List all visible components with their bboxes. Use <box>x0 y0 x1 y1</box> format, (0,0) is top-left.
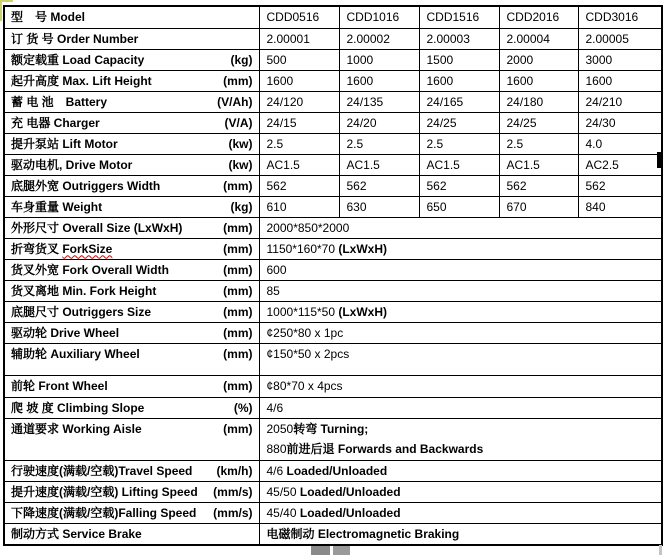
row-label <box>4 70 259 91</box>
row-label-flex <box>11 482 253 502</box>
spec-value-cell: 2.00001 <box>259 28 339 49</box>
spec-merged-cell <box>259 217 662 238</box>
row-label-main: 起升高度 Max. Lift Height <box>11 73 152 88</box>
row-label <box>4 112 259 133</box>
value-segment: 4/6 <box>266 400 284 415</box>
row-label-main: 制动方式 Service Brake <box>11 526 142 541</box>
spec-value-cell: 24/180 <box>499 91 578 112</box>
row-label <box>4 481 259 502</box>
spec-value-cell: 2.00004 <box>499 28 578 49</box>
row-unit: (mm/s) <box>213 484 253 499</box>
spec-value-cell: CDD1516 <box>419 6 499 28</box>
row-label-text <box>11 176 160 196</box>
spec-value-cell: CDD3016 <box>578 6 662 28</box>
table-row <box>4 460 662 481</box>
row-unit: (mm) <box>223 378 253 393</box>
row-label-main: 底腿尺寸 Outriggers Size <box>11 304 152 319</box>
row-label-main: 行驶速度(满载/空载)Travel Speed <box>11 463 193 478</box>
row-label-text <box>11 419 142 439</box>
row-label-text <box>11 134 118 154</box>
spec-value-cell: 24/120 <box>259 91 339 112</box>
row-label-flex <box>11 302 253 322</box>
spec-merged-cell <box>259 301 662 322</box>
spec-merged-cell <box>259 322 662 343</box>
row-label-text <box>11 113 100 133</box>
value-line <box>267 302 662 322</box>
spec-merged-cell <box>259 523 662 545</box>
row-label-text <box>11 398 144 418</box>
row-unit: (mm) <box>223 241 253 256</box>
row-label <box>4 397 259 418</box>
row-label-text <box>11 323 119 343</box>
row-unit: (kw) <box>228 136 253 151</box>
row-label-flex <box>11 197 253 217</box>
row-unit: (%) <box>233 400 253 415</box>
table-row <box>4 322 662 343</box>
table-row <box>4 301 662 322</box>
spec-merged-cell <box>259 418 662 460</box>
value-segment: ¢250*80 x 1pc <box>266 325 344 340</box>
row-label-flex <box>11 7 253 27</box>
row-label-flex <box>11 503 253 523</box>
table-row <box>4 49 662 70</box>
table-row <box>4 481 662 502</box>
row-unit: (mm) <box>223 325 253 340</box>
spec-value-cell: AC1.5 <box>419 154 499 175</box>
spec-value-cell: 1600 <box>259 70 339 91</box>
value-segment: 4/6 <box>266 463 287 478</box>
row-label <box>4 238 259 259</box>
row-label <box>4 175 259 196</box>
spec-merged-cell <box>259 238 662 259</box>
row-label <box>4 322 259 343</box>
row-label-text <box>11 503 196 523</box>
row-label <box>4 91 259 112</box>
table-row <box>4 112 662 133</box>
table-row <box>4 418 662 460</box>
row-label-flex <box>11 113 253 133</box>
row-label-text <box>11 92 107 112</box>
row-label-flex <box>11 155 253 175</box>
row-label-flex <box>11 29 253 49</box>
row-label-main: 型 号 Model <box>11 10 85 24</box>
value-segment: 2000*850*2000 <box>266 220 350 235</box>
spec-merged-cell <box>259 460 662 481</box>
spec-value-cell: 562 <box>339 175 419 196</box>
value-line <box>267 260 662 280</box>
row-label-text <box>11 302 151 322</box>
spec-value-cell: 562 <box>419 175 499 196</box>
row-label-main: 驱动轮 Drive Wheel <box>11 325 120 340</box>
value-segment: ¢150*50 x 2pcs <box>266 346 350 361</box>
spec-value-cell: 562 <box>259 175 339 196</box>
row-label-flex <box>11 218 253 238</box>
value-segment: 1000*115*50 <box>266 304 339 319</box>
row-label <box>4 6 259 28</box>
row-unit: (mm) <box>223 346 253 361</box>
row-unit: (mm) <box>223 421 253 436</box>
value-line <box>267 281 662 301</box>
row-label-flex <box>11 344 253 364</box>
row-label-main: 外形尺寸 Overall Size (LxWxH) <box>11 220 183 235</box>
spec-value-cell: 2000 <box>499 49 578 70</box>
spec-value-cell: 24/135 <box>339 91 419 112</box>
spec-value-cell: 2.5 <box>259 133 339 154</box>
row-label-text <box>11 281 156 301</box>
value-line <box>267 398 662 418</box>
row-label-main: 通道要求 Working Aisle <box>11 421 142 436</box>
row-label-flex <box>11 281 253 301</box>
row-label <box>4 502 259 523</box>
table-row <box>4 6 662 28</box>
spec-value-cell: 1600 <box>578 70 662 91</box>
value-line <box>267 503 662 523</box>
spec-merged-cell <box>259 375 662 397</box>
row-label-text <box>11 376 108 396</box>
row-label-main: 底腿外宽 Outriggers Width <box>11 178 161 193</box>
spec-value-cell: 2.5 <box>499 133 578 154</box>
spec-value-cell: AC1.5 <box>339 154 419 175</box>
table-row <box>4 343 662 375</box>
row-unit: (V/Ah) <box>217 94 253 109</box>
spec-value-cell: 24/20 <box>339 112 419 133</box>
row-label-main: 订 货 号 Order Number <box>11 31 139 46</box>
spec-value-cell: 630 <box>339 196 419 217</box>
spec-value-cell: 2.00005 <box>578 28 662 49</box>
row-label-flex <box>11 524 253 544</box>
spec-merged-cell <box>259 481 662 502</box>
ui-fragment <box>659 545 662 555</box>
value-line <box>267 323 662 343</box>
value-line <box>267 461 662 481</box>
table-row <box>4 91 662 112</box>
value-segment: Loaded/Unloaded <box>286 463 388 478</box>
row-label-main: 提升速度(满载/空载) Lifting Speed <box>11 484 198 499</box>
value-segment: (LxWxH) <box>338 304 388 319</box>
row-unit: (kw) <box>228 157 253 172</box>
spec-value-cell: AC1.5 <box>499 154 578 175</box>
value-line <box>267 439 662 459</box>
row-label-text <box>11 218 182 238</box>
value-segment: 85 <box>266 283 280 298</box>
row-label-text <box>11 197 102 217</box>
row-label <box>4 375 259 397</box>
row-label-main: 充 电器 Charger <box>11 115 100 130</box>
row-unit: (kg) <box>230 199 253 214</box>
ui-fragment <box>311 546 330 555</box>
value-line <box>267 482 662 502</box>
row-label-flex <box>11 71 253 91</box>
row-label <box>4 196 259 217</box>
row-label-text <box>11 482 198 502</box>
spec-value-cell: 1600 <box>499 70 578 91</box>
spec-value-cell: 562 <box>499 175 578 196</box>
spec-value-cell: 1000 <box>339 49 419 70</box>
value-segment: 电磁制动 Electromagnetic Braking <box>266 526 460 541</box>
row-label-flex <box>11 134 253 154</box>
row-label <box>4 259 259 280</box>
row-label-text <box>11 344 140 364</box>
spec-value-cell: 24/25 <box>419 112 499 133</box>
row-label-main: 下降速度(满载/空载)Falling Speed <box>11 505 197 520</box>
spec-value-cell: 1600 <box>419 70 499 91</box>
row-label-flex <box>11 239 253 259</box>
row-label <box>4 460 259 481</box>
row-label-flex <box>11 398 253 418</box>
table-row <box>4 259 662 280</box>
value-segment: 前进后退 Forwards and Backwards <box>286 441 484 456</box>
row-label <box>4 343 259 375</box>
spec-table <box>3 5 663 546</box>
spec-value-cell: 1500 <box>419 49 499 70</box>
row-label-flex <box>11 176 253 196</box>
table-resize-handle[interactable] <box>657 152 663 168</box>
table-row <box>4 175 662 196</box>
table-row <box>4 523 662 545</box>
row-label-main: 货叉外宽 Fork Overall Width <box>11 262 169 277</box>
table-row <box>4 238 662 259</box>
row-label <box>4 301 259 322</box>
row-label-main: 折弯货叉 <box>11 241 63 256</box>
value-segment: 600 <box>266 262 287 277</box>
value-line <box>267 239 662 259</box>
row-label-main: 额定载重 Load Capacity <box>11 52 145 67</box>
row-label <box>4 49 259 70</box>
table-row <box>4 375 662 397</box>
spec-value-cell: CDD1016 <box>339 6 419 28</box>
row-unit: (mm) <box>223 304 253 319</box>
value-segment: 45/40 <box>266 505 300 520</box>
row-label <box>4 523 259 545</box>
row-label-flex <box>11 376 253 396</box>
spec-merged-cell <box>259 397 662 418</box>
row-label-flex <box>11 260 253 280</box>
row-label-text <box>11 50 144 70</box>
row-unit: (mm) <box>223 220 253 235</box>
ui-fragment <box>333 546 350 555</box>
row-unit: (V/A) <box>224 115 253 130</box>
row-unit: (kg) <box>230 52 253 67</box>
row-label-text <box>11 524 142 544</box>
value-segment: 880 <box>266 441 287 456</box>
row-unit: (mm) <box>223 73 253 88</box>
row-label-text <box>11 7 85 27</box>
spec-merged-cell <box>259 502 662 523</box>
spec-value-cell: 2.00003 <box>419 28 499 49</box>
row-label <box>4 418 259 460</box>
spec-value-cell: 2.5 <box>339 133 419 154</box>
spec-value-cell: 562 <box>578 175 662 196</box>
row-label <box>4 28 259 49</box>
spec-value-cell: CDD0516 <box>259 6 339 28</box>
table-row <box>4 70 662 91</box>
row-label-main: 爬 坡 度 Climbing Slope <box>11 400 145 415</box>
value-line <box>267 344 662 364</box>
table-row <box>4 397 662 418</box>
row-label-main: 驱动电机, Drive Motor <box>11 157 133 172</box>
row-label-flex <box>11 323 253 343</box>
table-row <box>4 133 662 154</box>
row-label-main: 货叉离地 Min. Fork Height <box>11 283 157 298</box>
spec-merged-cell <box>259 280 662 301</box>
row-unit: (mm/s) <box>213 505 253 520</box>
spec-value-cell: 2.00002 <box>339 28 419 49</box>
value-segment: Loaded/Unloaded <box>299 505 401 520</box>
value-line <box>267 524 662 544</box>
row-label-text <box>11 239 112 259</box>
row-label-flex <box>11 92 253 112</box>
row-label-main: 前轮 Front Wheel <box>11 378 108 393</box>
spec-value-cell: 650 <box>419 196 499 217</box>
row-label-flex <box>11 419 253 439</box>
spec-table-body <box>4 6 662 545</box>
row-label <box>4 280 259 301</box>
spec-value-cell: 4.0 <box>578 133 662 154</box>
row-label-text <box>11 71 152 91</box>
row-label-main: 蓄 电 池 Battery <box>11 94 108 109</box>
row-label <box>4 133 259 154</box>
row-label <box>4 217 259 238</box>
value-line <box>267 218 662 238</box>
row-label <box>4 154 259 175</box>
row-label-text <box>11 461 192 481</box>
spec-value-cell: 24/210 <box>578 91 662 112</box>
spec-value-cell: AC1.5 <box>259 154 339 175</box>
misspelled-word: ForkSize <box>62 241 113 256</box>
spec-value-cell: 1600 <box>339 70 419 91</box>
value-segment: ¢80*70 x 4pcs <box>266 378 343 393</box>
row-label-flex <box>11 461 253 481</box>
row-label-text <box>11 29 138 49</box>
spec-value-cell: 24/30 <box>578 112 662 133</box>
table-row <box>4 28 662 49</box>
table-row <box>4 154 662 175</box>
spec-value-cell: 500 <box>259 49 339 70</box>
row-label-main: 辅助轮 Auxiliary Wheel <box>11 346 140 361</box>
spec-value-cell: 840 <box>578 196 662 217</box>
value-line <box>267 376 662 396</box>
spec-value-cell: 3000 <box>578 49 662 70</box>
row-label-main: 车身重量 Weight <box>11 199 103 214</box>
row-unit: (mm) <box>223 283 253 298</box>
table-row <box>4 217 662 238</box>
spec-value-cell: CDD2016 <box>499 6 578 28</box>
row-label-flex <box>11 50 253 70</box>
value-segment: 45/50 <box>266 484 300 499</box>
row-label-text <box>11 155 132 175</box>
value-segment: 2050 <box>266 421 294 436</box>
value-line <box>267 419 662 439</box>
row-label-text <box>11 260 169 280</box>
spec-merged-cell <box>259 343 662 375</box>
spec-value-cell: 24/165 <box>419 91 499 112</box>
row-unit: (km/h) <box>216 463 253 478</box>
table-row <box>4 502 662 523</box>
spec-value-cell: 610 <box>259 196 339 217</box>
table-row <box>4 280 662 301</box>
spec-merged-cell <box>259 259 662 280</box>
spec-value-cell: 670 <box>499 196 578 217</box>
value-segment: (LxWxH) <box>338 241 388 256</box>
row-unit: (mm) <box>223 178 253 193</box>
spec-value-cell: 24/15 <box>259 112 339 133</box>
spec-value-cell: 24/25 <box>499 112 578 133</box>
value-segment: 1150*160*70 <box>266 241 339 256</box>
spec-value-cell: 2.5 <box>419 133 499 154</box>
value-segment: Loaded/Unloaded <box>299 484 401 499</box>
row-unit: (mm) <box>223 262 253 277</box>
row-label-main: 提升泵站 Lift Motor <box>11 136 118 151</box>
spec-value-cell: AC2.5 <box>578 154 662 175</box>
table-row <box>4 196 662 217</box>
value-segment: 转弯 Turning; <box>293 421 369 436</box>
